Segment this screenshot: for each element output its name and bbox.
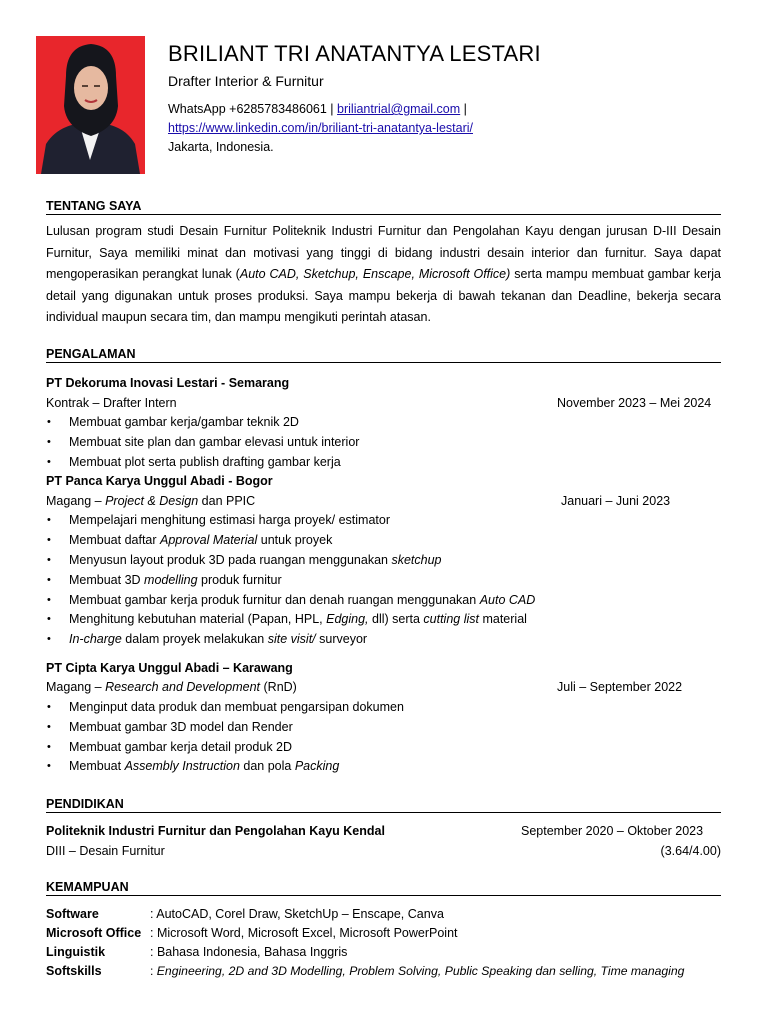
education-date: September 2020 – Oktober 2023 [521,824,704,838]
gpa: (3.64/4.00) [660,843,721,858]
company-name: PT Cipta Karya Unggul Abadi – Karawang [46,660,293,675]
job-role: Drafter Interior & Furnitur [168,73,324,89]
company-name: PT Panca Karya Unggul Abadi - Bogor [46,474,273,489]
list-item: • Membuat gambar kerja detail produk 2D [46,738,721,758]
section-title: KEMAMPUAN [46,880,721,896]
location-text: Jakarta, Indonesia. [168,140,274,154]
experience-section [46,347,721,777]
section-title: PENDIDIKAN [46,797,721,813]
job-date: Januari – Juni 2023 [561,493,671,508]
skill-label: Software [46,907,99,921]
skill-value: : Microsoft Word, Microsoft Excel, Microsoft PowerPoint [150,926,458,940]
job-position: Kontrak – Drafter Intern [46,395,177,410]
skill-label: Microsoft Office [46,926,142,940]
skill-label: Linguistik [46,945,106,959]
list-item: • Membuat daftar Approval Material untuk proyek [46,531,721,551]
job-date: Juli – September 2022 [557,680,683,695]
section-title: TENTANG SAYA [46,199,721,215]
degree: DIII – Desain Furnitur [46,843,165,858]
list-item: • Menghitung kebutuhan material (Papan, HPL, Edging, dll) serta cutting list material [46,610,721,630]
job-entry [46,472,721,650]
list-item: • Membuat gambar kerja/gambar teknik 2D [46,413,721,433]
email-link[interactable]: briliantrial@gmail.com [337,102,461,116]
about-section [46,199,721,329]
job-date: November 2023 – Mei 2024 [557,395,712,410]
person-portrait-icon [36,36,145,174]
list-item: • Membuat 3D modelling produk furnitur [46,571,721,591]
list-item: • Membuat site plan dan gambar elevasi untuk interior [46,433,721,453]
company-name: PT Dekoruma Inovasi Lestari - Semarang [46,376,290,390]
job-position: Magang – Project & Design dan PPIC [46,493,256,508]
skill-label: Softskills [46,964,102,978]
list-item: • Membuat Assembly Instruction dan pola Packing [46,757,721,777]
resume-header [168,40,541,157]
skill-value: : AutoCAD, Corel Draw, SketchUp – Enscape, Canva [150,907,444,921]
job-entry [46,374,721,472]
contact-info [168,100,541,157]
whatsapp-text: WhatsApp +6285783486061 | [168,102,334,116]
list-item: • Menginput data produk dan membuat pengarsipan dokumen [46,698,721,718]
section-title: PENGALAMAN [46,347,721,363]
list-item: • Membuat plot serta publish drafting gambar kerja [46,453,721,473]
about-paragraph: Lulusan program studi Desain Furnitur Politeknik Industri Furnitur dan Pengolahan Kayu dengan jurusan D-III Desain Furnitur, Saya memiliki minat dan motivasi yang tinggi di bidang industri desain interior dan furnitur. Saya dapat mengoperasikan perangkat lunak (Auto CAD, Sketchup, Enscape, Microsoft Office) serta mampu membuat gambar kerja detail yang digunakan untuk proses produksi. Saya mampu bekerja di bawah tekanan dan Deadline, bekerja secara individual maupun secara tim, dan mampu mengikuti perintah atasan. [46,224,722,324]
list-item: • Membuat gambar 3D model dan Render [46,718,721,738]
list-item: • Menyusun layout produk 3D pada ruangan menggunakan sketchup [46,551,721,571]
linkedin-link[interactable]: https://www.linkedin.com/in/briliant-tri-anatantya-lestari/ [168,121,473,135]
job-position: Magang – Research and Development (RnD) [46,680,297,695]
skill-value: : Engineering, 2D and 3D Modelling, Problem Solving, Public Speaking dan selling, Time managing [150,964,685,978]
skills-section [46,880,721,981]
full-name: BRILIANT TRI ANATANTYA LESTARI [168,41,541,66]
separator: | [463,102,467,116]
school-name: Politeknik Industri Furnitur dan Pengolahan Kayu Kendal [46,824,385,838]
list-item: • In-charge dalam proyek melakukan site visit/ surveyor [46,630,721,650]
profile-photo [36,36,145,174]
skill-value: : Bahasa Indonesia, Bahasa Inggris [150,945,348,959]
job-entry [46,659,721,777]
list-item: • Membuat gambar kerja produk furnitur dan denah ruangan menggunakan Auto CAD [46,591,721,611]
education-section [46,797,721,861]
list-item: • Mempelajari menghitung estimasi harga proyek/ estimator [46,511,721,531]
